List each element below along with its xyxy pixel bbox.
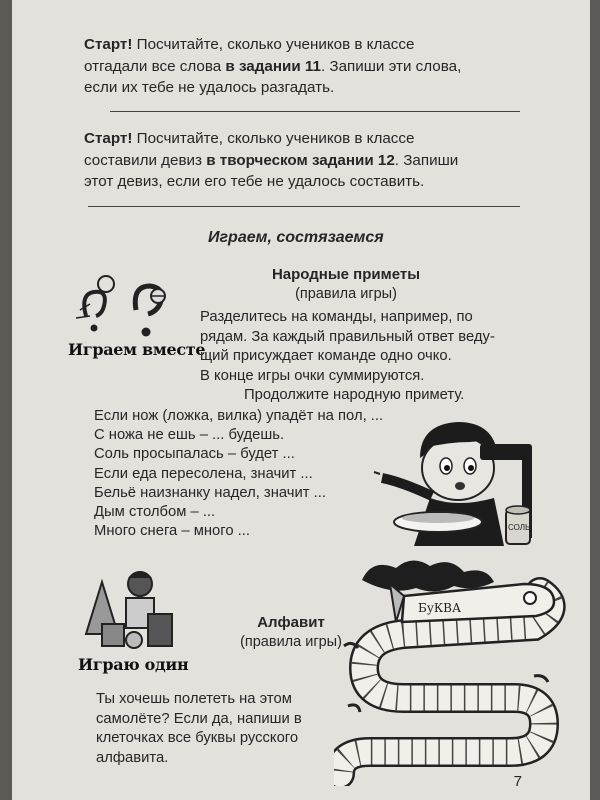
task-text: если их тебе не удалось разгадать.: [84, 79, 335, 96]
geometric-figures-icon: [78, 566, 182, 652]
omens-list: [94, 407, 383, 541]
game-rules-text: [200, 308, 520, 386]
omen-item: Если еда пересолена, значит ...: [94, 465, 313, 482]
game-title: Народные приметы: [271, 266, 421, 283]
task-text: отгадали все слова: [84, 57, 226, 75]
omen-item: Если нож (ложка, вилка) упадёт на пол, ...: [94, 408, 384, 424]
alphabet-snake-plane: [334, 556, 568, 786]
section-title: Играем, состязаемся: [208, 229, 384, 246]
task-text: . Запиши: [394, 151, 459, 169]
rules-line: щий присуждает команде одно очко.: [200, 348, 452, 364]
page-number: 7: [513, 773, 522, 790]
task-reference: в задании 11: [225, 57, 321, 75]
start-label: Старт!: [84, 130, 133, 147]
game-rules-label: (правила игры): [240, 634, 342, 650]
rules-line: клеточках все буквы русского: [96, 730, 299, 746]
rules-line: Разделитесь на команды, например, по: [200, 309, 473, 325]
omen-item: С ножа не ешь – ... будешь.: [94, 427, 285, 444]
omen-item: Дым столбом – ...: [94, 504, 216, 521]
answer-line[interactable]: [88, 206, 520, 207]
workbook-page: [12, 0, 590, 800]
plane-label: БуКВА: [418, 601, 462, 615]
task-12-paragraph: [84, 128, 532, 193]
play-alone-badge: Играю один: [78, 655, 189, 674]
game-prompt: Продолжите народную примету.: [244, 387, 465, 403]
task-reference: в творческом задании 12: [206, 151, 395, 169]
rules-line: алфавита.: [96, 749, 169, 766]
boy-eating-illustration: [372, 418, 562, 548]
task-11-paragraph: [84, 34, 532, 99]
rules-line: рядам. За каждый правильный ответ веду-: [200, 328, 495, 345]
game-title: Алфавит: [257, 614, 325, 631]
start-label: Старт!: [84, 36, 133, 53]
task-text: Посчитайте, сколько учеников в классе: [136, 130, 415, 147]
omen-item: Соль просыпалась – будет ...: [94, 446, 295, 463]
answer-line[interactable]: [110, 111, 520, 112]
game-rules-label: (правила игры): [295, 286, 397, 302]
task-text: этот девиз, если его тебе не удалось составить.: [84, 173, 425, 190]
play-together-badge: Играем вместе: [68, 340, 206, 359]
game-rules-text: [96, 690, 334, 768]
rules-line: В конце игры очки суммируются.: [200, 367, 425, 384]
task-text: . Запиши эти слова,: [320, 57, 462, 75]
omen-item: Бельё наизнанку надел, значит ...: [94, 484, 326, 501]
rules-line: Ты хочешь полететь на этом: [96, 691, 292, 707]
rules-line: самолёте? Если да, напиши в: [96, 710, 302, 727]
salt-jar-label: СОЛЬ: [508, 523, 531, 532]
task-text: составили девиз: [84, 151, 207, 169]
omen-item: Много снега – много ...: [94, 523, 251, 540]
task-text: Посчитайте, сколько учеников в классе: [136, 36, 415, 53]
question-characters-icon: [66, 270, 176, 350]
